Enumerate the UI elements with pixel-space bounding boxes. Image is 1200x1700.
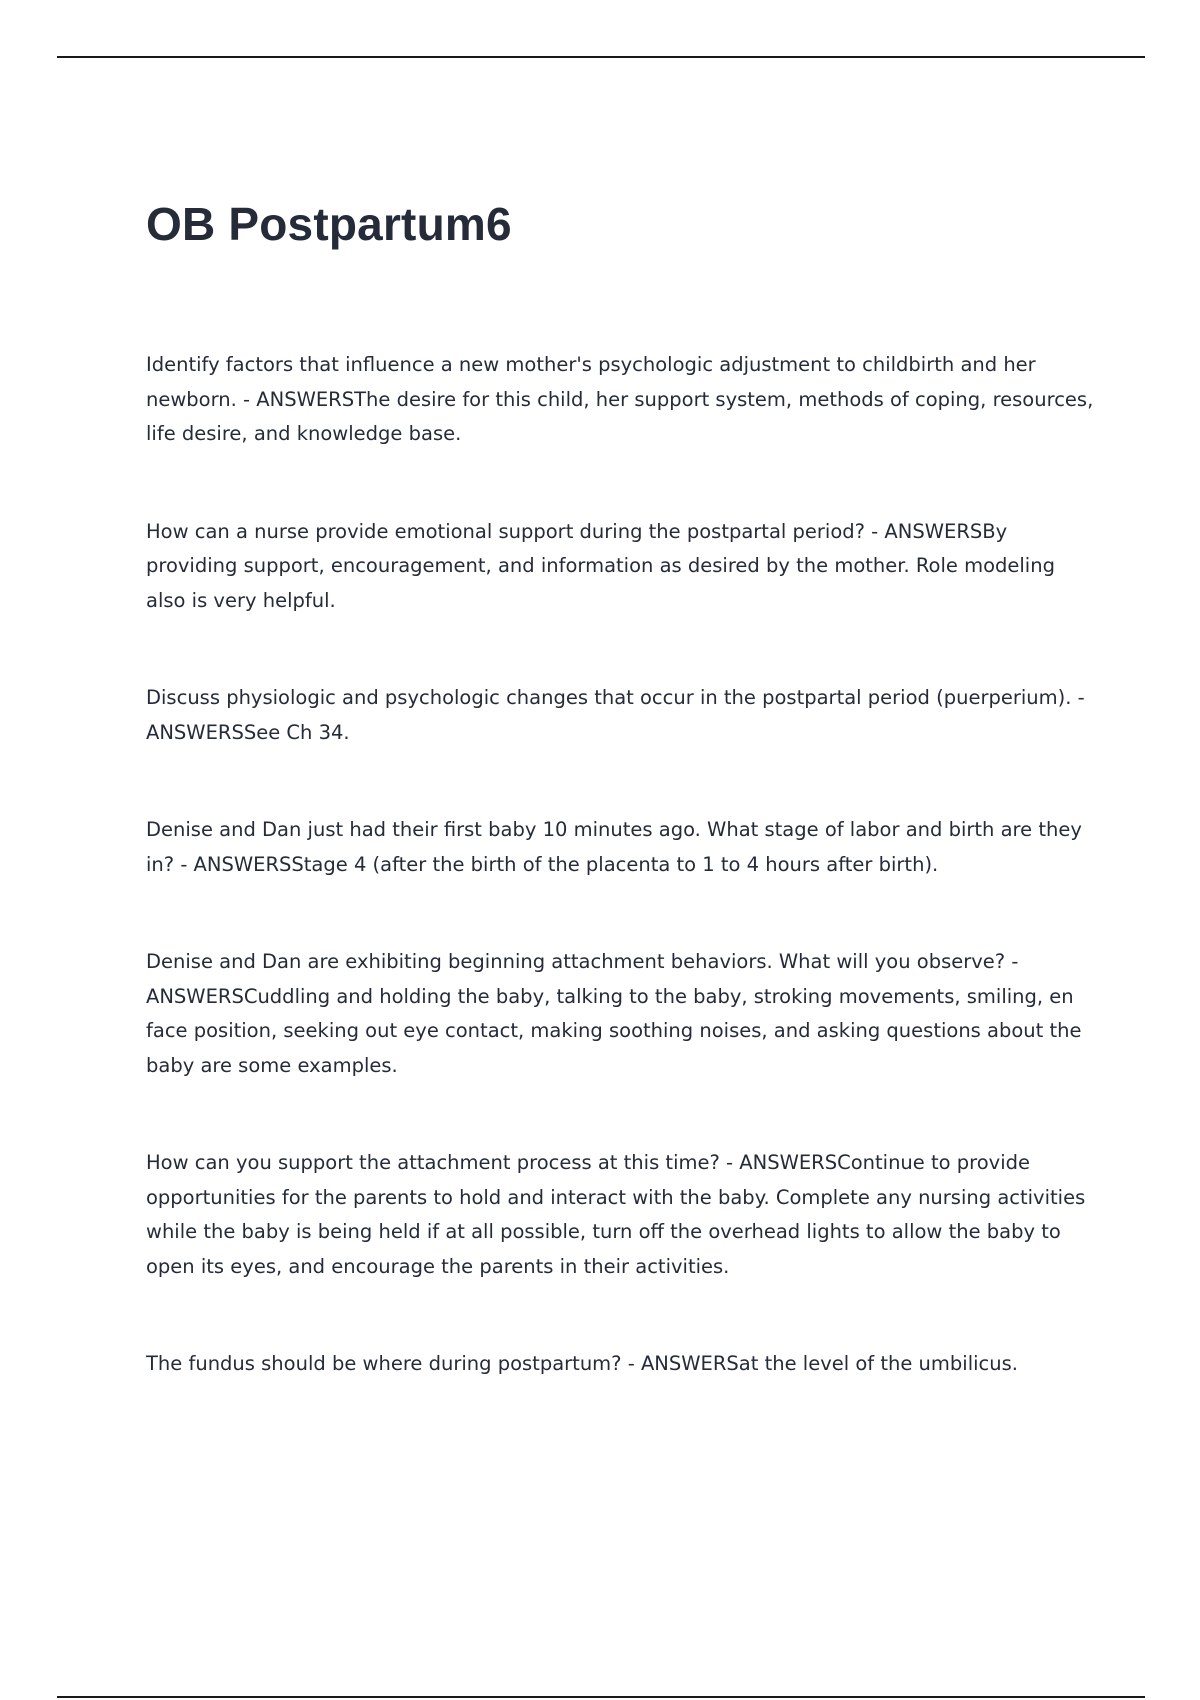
top-divider bbox=[57, 56, 1145, 58]
qa-item: How can a nurse provide emotional support during the postpartal period? - ANSWERSBy providing support, encouragement, and information as desired by the mother. Role modeling also is very helpful. bbox=[146, 519, 1055, 612]
page-title: OB Postpartum6 bbox=[146, 198, 512, 250]
qa-item: Denise and Dan are exhibiting beginning attachment behaviors. What will you observe? - ANSWERSCuddling and holding the baby, talking to the baby, stroking movements, smiling, en face position, seeking out eye contact, making soothing noises, and asking questions about the baby are some examples. bbox=[146, 950, 1082, 1077]
qa-item: Discuss physiologic and psychologic changes that occur in the postpartal period (puerperium). - ANSWERSSee Ch 34. bbox=[146, 686, 1085, 744]
qa-item: Denise and Dan just had their first baby 10 minutes ago. What stage of labor and birth are they in? - ANSWERSStage 4 (after the birth of the placenta to 1 to 4 hours after birth). bbox=[146, 818, 1082, 876]
bottom-divider bbox=[57, 1696, 1145, 1698]
qa-item: The fundus should be where during postpartum? - ANSWERSat the level of the umbilicus. bbox=[146, 1352, 1018, 1375]
qa-list bbox=[146, 348, 1096, 1382]
qa-item: Identify factors that influence a new mother's psychologic adjustment to childbirth and her newborn. - ANSWERSThe desire for this child, her support system, methods of coping, resources, life desire, and knowledge base. bbox=[146, 353, 1094, 445]
qa-item: How can you support the attachment process at this time? - ANSWERSContinue to provide opportunities for the parents to hold and interact with the baby. Complete any nursing activities while the baby is being held if at all possible, turn off the overhead lights to allow the baby to open its eyes, and encourage the parents in their activities. bbox=[146, 1151, 1086, 1278]
